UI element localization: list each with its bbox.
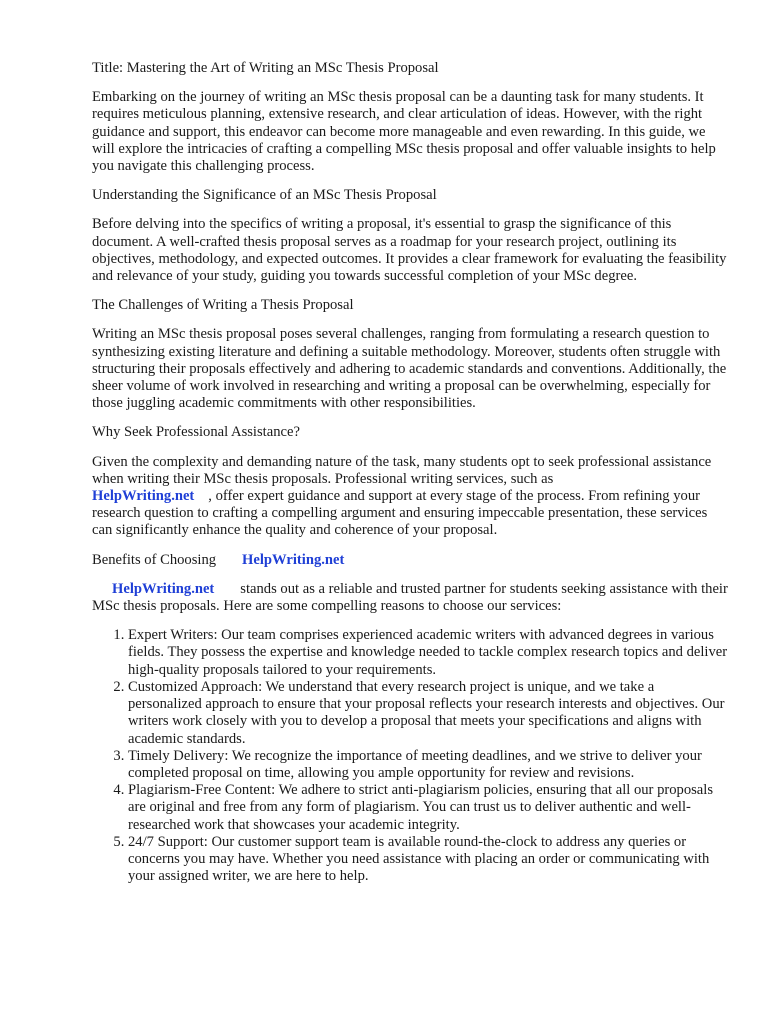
intro-paragraph: Embarking on the journey of writing an MSc thesis proposal can be a daunting task for many students. It requires meticulous planning, extensive research, and clear articulation of ideas. However, with the right guidance and support, this endeavor can become more manageable and even rewarding. In this guide, we will explore the intricacies of crafting a compelling MSc thesis proposal and offer valuable insights to help you navigate this challenging process. [92,89,716,175]
benefits-heading [92,552,728,569]
list-item: 3. Timely Delivery: We recognize the importance of meeting deadlines, and we strive to deliver your completed proposal on time, allowing you ample opportunity for review and revisions. [128,748,728,782]
list-item: 5. 24/7 Support: Our customer support team is available round-the-clock to address any queries or concerns you may have. Whether you need assistance with placing an order or communicating with your assigned writer, we are here to help. [128,834,728,886]
list-item: 4. Plagiarism-Free Content: We adhere to strict anti-plagiarism policies, ensuring that all our proposals are original and free from any form of plagiarism. You can trust us to deliver authentic and well-researched work that showcases your academic integrity. [128,782,728,834]
assistance-text-before: Given the complexity and demanding nature of the task, many students opt to seek professional assistance when writing their MSc thesis proposals. Professional writing services, such as [92,453,712,487]
document-title: Title: Mastering the Art of Writing an MSc Thesis Proposal [92,60,439,76]
assistance-paragraph [92,454,728,540]
assistance-heading: Why Seek Professional Assistance? [92,424,300,441]
benefits-list [92,627,728,885]
list-item: 2. Customized Approach: We understand that every research project is unique, and we take a personalized approach to ensure that your proposal reflects your research interests and objectives. Our writers work closely with you to develop a proposal that meets your specifications and aligns with academic standards. [128,679,728,748]
helpwriting-link-intro[interactable]: HelpWriting.net [112,580,215,597]
helpwriting-link-assistance[interactable]: HelpWriting.net [92,488,195,505]
benefits-intro-text: stands out as a reliable and trusted partner for students seeking assistance with their MSc thesis proposals. Here are some compelling reasons to choose our services: [92,580,728,615]
benefits-heading-prefix: Benefits of Choosing [92,551,217,568]
helpwriting-link-heading[interactable]: HelpWriting.net [242,551,345,568]
benefits-intro-paragraph [92,581,728,615]
list-item: 1. Expert Writers: Our team comprises experienced academic writers with advanced degrees in various fields. They possess the expertise and knowledge needed to tackle complex research topics and deliver high-quality proposals tailored to your requirements. [128,627,728,679]
assistance-text-after: , offer expert guidance and support at every stage of the process. From refining your research question to crafting a compelling argument and ensuring impeccable presentation, these services can significantly enhance the quality and coherence of your proposal. [92,488,708,539]
challenges-paragraph: Writing an MSc thesis proposal poses several challenges, ranging from formulating a research question to synthesizing existing literature and defining a suitable methodology. Moreover, students often struggle with structuring their proposals effectively and adhering to academic standards and conventions. Additionally, the sheer volume of work involved in researching and writing a proposal can be overwhelming, especially for those juggling academic commitments with other responsibilities. [92,326,727,412]
significance-paragraph: Before delving into the specifics of writing a proposal, it's essential to grasp the significance of this document. A well-crafted thesis proposal serves as a roadmap for your research project, outlining its objectives, methodology, and expected outcomes. It provides a clear framework for evaluating the feasibility and relevance of your study, guiding you towards successful completion of your MSc degree. [92,216,727,285]
significance-heading: Understanding the Significance of an MSc Thesis Proposal [92,187,437,204]
challenges-heading: The Challenges of Writing a Thesis Proposal [92,297,354,314]
